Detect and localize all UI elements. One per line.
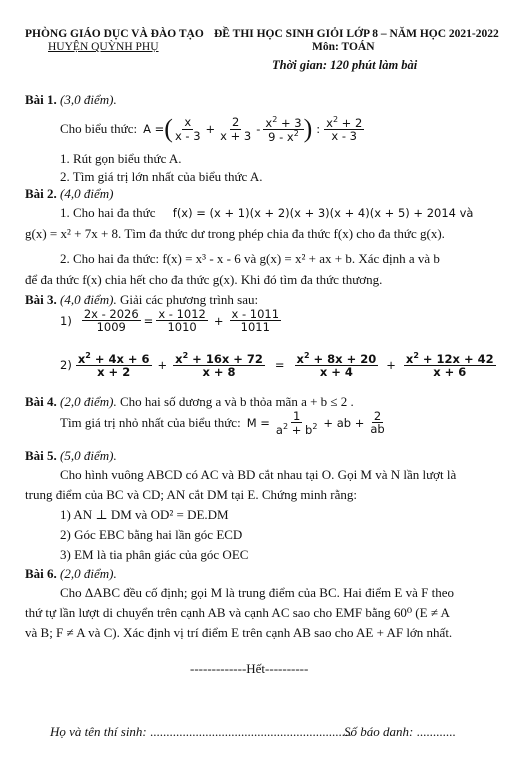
bai1-expression: Cho biểu thức: A = ( $\frac{x}{x - 3}$ + $\frac{2}{x + 3}$ - $\frac{x^2 + 3}{9 - x^2}$ ) : $\frac{x^2 + 2}{x - 3}$ [60, 114, 363, 144]
bai2-part1-fx: f(x) = (x + 1)(x + 2)(x + 3)(x + 4)(x + 5) + 2014 và [172, 206, 474, 220]
bai4-heading [25, 394, 354, 410]
header-department: PHÒNG GIÁO DỤC VÀ ĐÀO TẠO [25, 28, 204, 40]
bai3-equation-2: 2) $\frac{x^2 + 4x + 6}{x + 2}$ + $\frac{x^2 + 16x + 72}{x + 8}$ = $\frac{x^2 + 8x + 20}{x + 4}$ + $\frac{x^2 + 12x + 42}{x + 6}$ [60, 351, 494, 379]
bai5-item-1: 1) AN ⊥ DM và OD² = DE.DM [60, 507, 229, 522]
bai2-title: Bài 2. [25, 186, 57, 201]
bai3-points: (4,0 điểm). [60, 292, 117, 307]
candidate-id-row [344, 724, 456, 740]
bai3-title: Bài 3. [25, 292, 57, 307]
bai2-part1-line2: g(x) = x² + 7x + 8. Tìm đa thức dư trong phép chia đa thức f(x) cho đa thức g(x). [25, 226, 445, 241]
bai2-part2-line1: 2. Cho hai đa thức: f(x) = x³ - x - 6 và g(x) = x² + ax + b. Xác định a và b [60, 251, 440, 266]
bai6-line3: và B; F ≠ A và C). Xác định vị trí điểm E trên cạnh AB sao cho AE + AF lớn nhất. [25, 625, 453, 640]
bai4-line2: Tìm giá trị nhỏ nhất của biểu thức: [60, 414, 241, 430]
bai5-item-2: 2) Góc EBC bằng hai lần góc ECD [60, 527, 243, 542]
bai6-heading [25, 566, 117, 582]
header-subject: Môn: TOÁN [312, 41, 375, 53]
bai6-points: (2,0 điểm). [60, 566, 117, 581]
bai5-title: Bài 5. [25, 448, 57, 463]
bai6-title: Bài 6. [25, 566, 57, 581]
end-mark: -------------Hết---------- [190, 661, 309, 676]
bai1-intro: Cho biểu thức: [60, 121, 138, 136]
bai2-part1-line1 [60, 205, 473, 221]
bai6-line2: thứ tự lần lượt di chuyển trên cạnh AB và cạnh AC sao cho EMF bằng 60⁰ (E ≠ A [25, 605, 450, 620]
bai4-intro: Cho hai số dương a và b thỏa mãn a + b ≤ 2 . [119, 394, 354, 409]
bai2-part1-label: 1. Cho hai đa thức [60, 205, 156, 220]
bai2-part2-line2: để đa thức f(x) chia hết cho đa thức g(x). Khi đó tìm đa thức thương. [25, 272, 383, 287]
header-duration: Thời gian: 120 phút làm bài [272, 58, 418, 72]
candidate-id-label: Số báo danh: [344, 724, 414, 739]
candidate-id-dots: ............ [416, 724, 456, 739]
header-district: HUYỆN QUỲNH PHỤ [48, 41, 159, 53]
bai3-intro: Giải các phương trình sau: [119, 292, 259, 307]
bai5-item-3: 3) EM là tia phân giác của góc OEC [60, 547, 249, 562]
bai5-line2: trung điểm của BC và CD; AN cắt DM tại E. Chứng minh rằng: [25, 487, 358, 502]
candidate-name-dots: .............................................................. [150, 724, 352, 739]
bai4-title: Bài 4. [25, 394, 57, 409]
bai4-expression: Tìm giá trị nhỏ nhất của biểu thức: M = $\frac{1}{a^2 + b^2}$ + ab + $\frac{2}{ab}$ [60, 409, 385, 437]
header-exam-title: ĐỀ THI HỌC SINH GIỎI LỚP 8 – NĂM HỌC 2021-2022 [214, 28, 499, 40]
bai4-points: (2,0 điểm). [60, 394, 117, 409]
bai5-line1: Cho hình vuông ABCD có AC và BD cắt nhau tại O. Gọi M và N lần lượt là [60, 467, 457, 482]
candidate-name-row [50, 724, 352, 740]
bai1-item-2: 2. Tìm giá trị lớn nhất của biểu thức A. [60, 169, 263, 184]
bai3-equation-1: 1) $\frac{2x - 2026}{1009}$ = $\frac{x - 1012}{1010}$ + $\frac{x - 1011}{1011}$ [60, 307, 280, 335]
bai1-title: Bài 1. [25, 92, 57, 107]
bai3-heading [25, 292, 258, 308]
bai2-heading [25, 186, 113, 202]
bai1-heading [25, 92, 117, 108]
bai2-points: (4,0 điểm) [60, 186, 114, 201]
candidate-name-label: Họ và tên thí sinh: [50, 724, 147, 739]
bai1-item-1: 1. Rút gọn biểu thức A. [60, 151, 182, 166]
bai6-line1: Cho ΔABC đều cố định; gọi M là trung điểm của BC. Hai điểm E và F theo [60, 585, 454, 600]
bai5-heading [25, 448, 117, 464]
bai5-points: (5,0 điểm). [60, 448, 117, 463]
bai1-points: (3,0 điểm). [60, 92, 117, 107]
